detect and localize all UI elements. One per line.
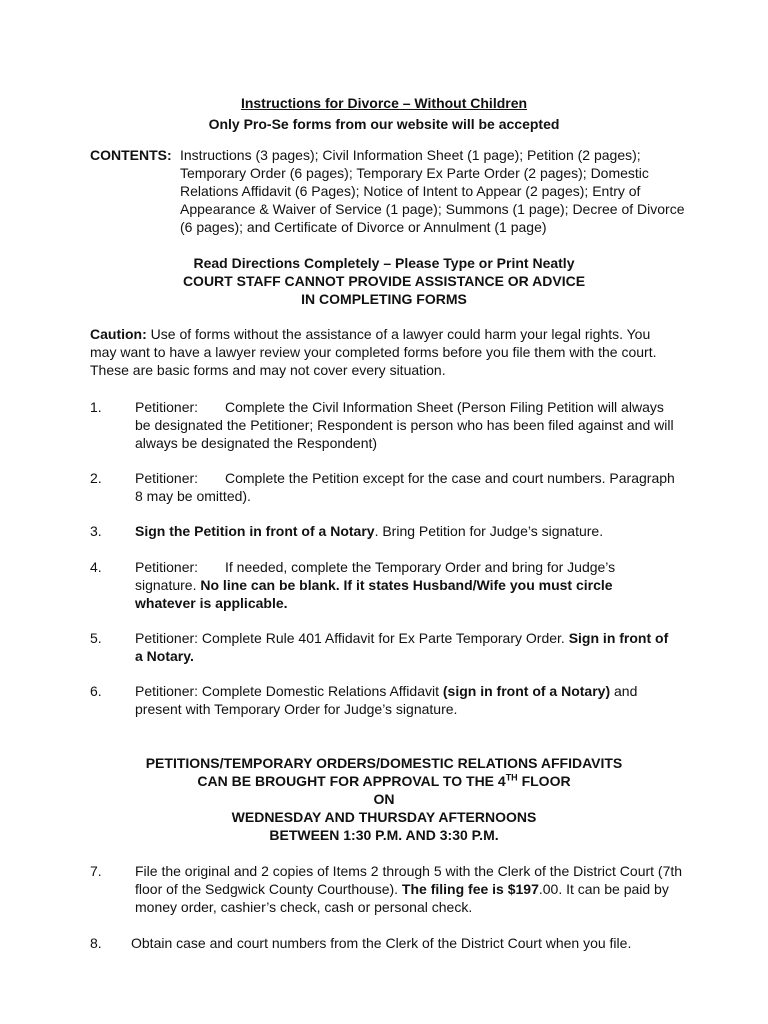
item-role: Petitioner: xyxy=(135,399,199,415)
item-text-continued: .00. It can be paid by money order, cashier’s check, cash or personal check. xyxy=(135,881,669,915)
caution-text: Use of forms without the assistance of a lawyer could harm your legal rights. You may want to have a lawyer review your completed forms before you file them with the court. These are basic forms and may not cover every situation. xyxy=(90,326,657,378)
item-text: . Bring Petition for Judge’s signature. xyxy=(374,523,604,539)
item-bold-text: No line can be blank. If it states Husband/Wife you must circle whatever is applicable. xyxy=(135,577,613,611)
item-text-continued: and present with Temporary Order for Judge’s signature. xyxy=(135,683,638,717)
list-item xyxy=(131,934,691,952)
caution-label: Caution: xyxy=(90,326,147,342)
approval-line-1: PETITIONS/TEMPORARY ORDERS/DOMESTIC RELATIONS AFFIDAVITS xyxy=(145,755,623,771)
item-number: 6. xyxy=(90,683,102,699)
directions-line-3: IN COMPLETING FORMS xyxy=(301,291,467,307)
approval-line-2-sup: TH xyxy=(505,772,518,783)
item-number: 7. xyxy=(90,863,102,879)
contents-label: CONTENTS: xyxy=(90,147,172,163)
item-bold-text: Sign in front of a Notary. xyxy=(135,630,669,664)
item-number: 8. xyxy=(90,935,102,951)
directions-line-2: COURT STAFF CANNOT PROVIDE ASSISTANCE OR ADVICE xyxy=(182,273,586,289)
item-text: Petitioner: Complete Domestic Relations Affidavit xyxy=(135,683,443,699)
list-item xyxy=(135,629,675,665)
item-role: Petitioner: xyxy=(135,559,199,575)
list-item xyxy=(135,682,675,718)
item-text: Complete the Civil Information Sheet (Person Filing Petition will always be designated the Petitioner; Respondent is person who has been filed against and will always be designated the Respondent) xyxy=(135,399,674,451)
document-title: Instructions for Divorce – Without Children xyxy=(240,95,528,111)
caution-paragraph xyxy=(90,325,680,379)
approval-line-2-post: FLOOR xyxy=(517,773,571,789)
item-number: 2. xyxy=(90,470,102,486)
item-role: Petitioner: xyxy=(135,470,199,486)
item-text: File the original and 2 copies of Items 2 through 5 with the Clerk of the District Court (7th floor of the Sedgwick County Courthouse). xyxy=(135,863,683,897)
approval-line-2 xyxy=(0,772,768,790)
directions-line-1: Read Directions Completely – Please Type or Print Neatly xyxy=(193,255,575,271)
item-text: Complete the Petition except for the case and court numbers. Paragraph 8 may be omitted). xyxy=(135,470,675,504)
item-text: Petitioner: Complete Rule 401 Affidavit for Ex Parte Temporary Order. xyxy=(135,630,569,646)
list-item xyxy=(135,469,675,505)
approval-line-4: WEDNESDAY AND THURSDAY AFTERNOONS xyxy=(231,809,537,825)
approval-line-3: ON xyxy=(373,791,395,807)
item-number: 1. xyxy=(90,399,102,415)
item-bold-text: Sign the Petition in front of a Notary xyxy=(135,523,375,539)
item-number: 4. xyxy=(90,559,102,575)
item-number: 3. xyxy=(90,523,102,539)
list-item xyxy=(135,398,675,452)
item-number: 5. xyxy=(90,630,102,646)
item-text: If needed, complete the Temporary Order and bring for Judge’s signature. xyxy=(135,559,616,593)
item-bold-text: The filing fee is $197 xyxy=(401,881,539,897)
approval-line-2-pre: CAN BE BROUGHT FOR APPROVAL TO THE 4 xyxy=(197,773,506,789)
contents-text: Instructions (3 pages); Civil Information Sheet (1 page); Petition (2 pages); Temporary Order (6 pages); Temporary Ex Parte Order (2 pages); Domestic Relations Affidavit (6 Pages); Notice of Intent to Appear (2 pages); Entry of Appearance & Waiver of Service (1 page); Summons (1 page); Decree of Divorce (6 pages); and Certificate of Divorce or Annulment (1 page) xyxy=(180,147,685,235)
item-text: Obtain case and court numbers from the Clerk of the District Court when you file. xyxy=(131,935,632,951)
document-subtitle: Only Pro-Se forms from our website will be accepted xyxy=(208,116,560,132)
list-item xyxy=(135,522,675,540)
list-item xyxy=(135,862,695,916)
list-item xyxy=(135,558,675,612)
item-bold-text: (sign in front of a Notary) xyxy=(442,683,611,699)
approval-line-5: BETWEEN 1:30 P.M. AND 3:30 P.M. xyxy=(269,827,499,843)
